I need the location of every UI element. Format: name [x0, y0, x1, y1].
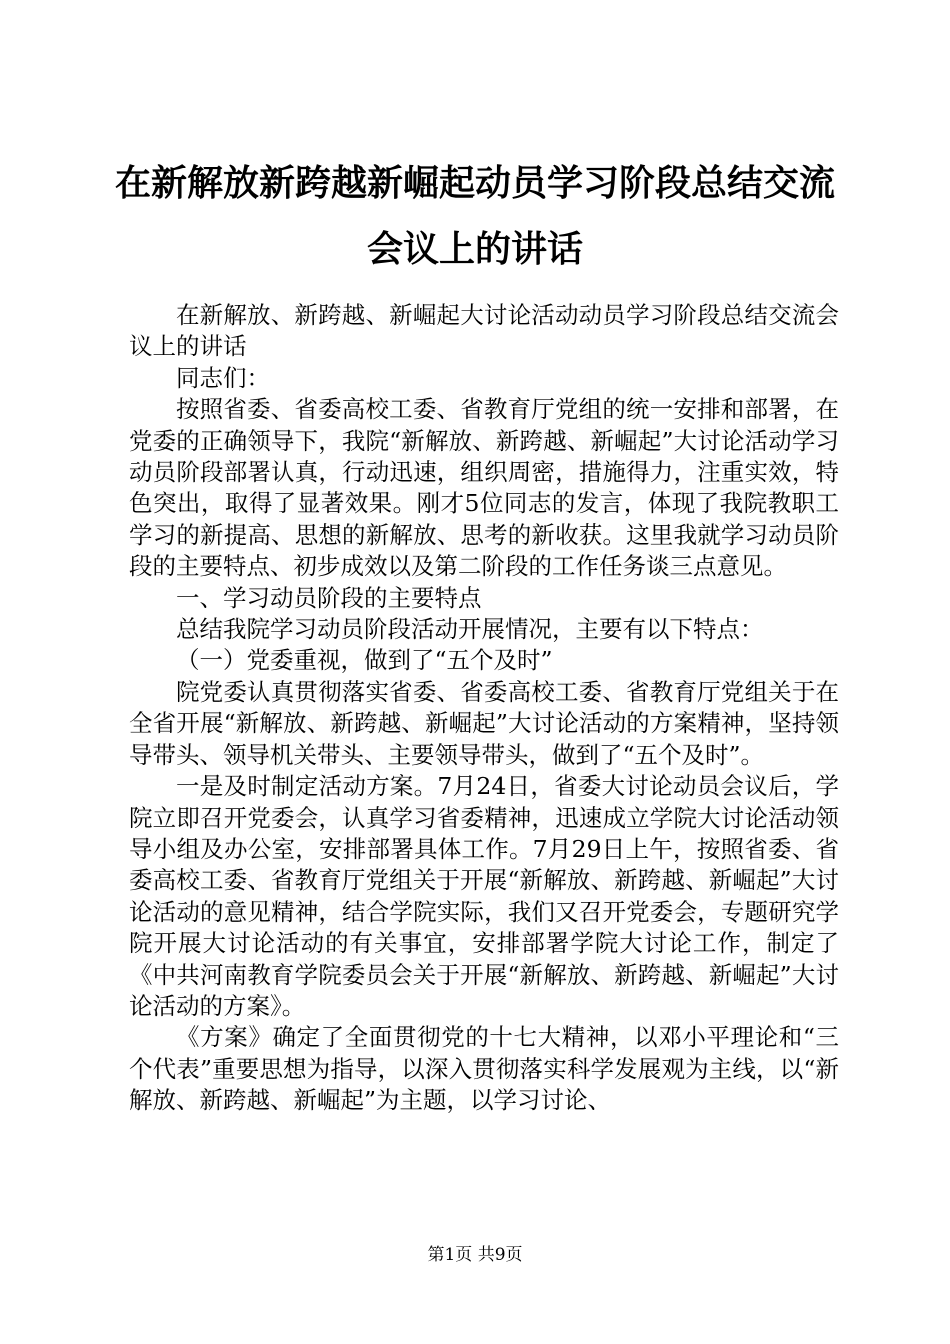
document-title — [100, 150, 850, 282]
section-heading-1: 一、学习动员阶段的主要特点 — [176, 583, 482, 612]
paragraph-subtitle: 在新解放、新跨越、新崛起大讨论活动动员学习阶段总结交流会议上的讲话 — [129, 301, 839, 361]
page-footer: 第1页 共9页 — [427, 1245, 523, 1265]
paragraph-party-committee: 院党委认真贯彻落实省委、省委高校工委、省教育厅党组关于在全省开展“新解放、新跨越、新崛起”大讨论活动的方案精神，坚持领导带头、领导机关带头、主要领导带头，做到了“五个及时”。 — [129, 677, 839, 769]
paragraph-summary: 总结我院学习动员阶段活动开展情况，主要有以下特点： — [176, 615, 764, 644]
paragraph-first-point: 一是及时制定活动方案。7月24日，省委大讨论动员会议后，学院立即召开党委会，认真学习省委精神，迅速成立学院大讨论活动领导小组及办公室，安排部署具体工作。7月29日上午，按照省委、省委高校工委、省教育厅党组关于开展“新解放、新跨越、新崛起”大讨论活动的意见精神，结合学院实际，我们又召开党委会，专题研究学院开展大讨论活动的有关事宜，安排部署学院大讨论工作，制定了《中共河南教育学院委员会关于开展“新解放、新跨越、新崛起”大讨论活动的方案》。 — [129, 772, 839, 1020]
document-body — [129, 300, 839, 1117]
title-line-1: 在新解放新跨越新崛起动员学习阶段总结交流 — [114, 162, 835, 204]
title-line-2: 会议上的讲话 — [366, 228, 583, 270]
subsection-heading-1: （一）党委重视，做到了“五个及时” — [176, 646, 553, 675]
paragraph-plan: 《方案》确定了全面贯彻党的十七大精神，以邓小平理论和“三个代表”重要思想为指导，以深入贯彻落实科学发展观为主线，以“新解放、新跨越、新崛起”为主题，以学习讨论、 — [129, 1023, 839, 1115]
paragraph-intro: 按照省委、省委高校工委、省教育厅党组的统一安排和部署，在党委的正确领导下，我院“新解放、新跨越、新崛起”大讨论活动学习动员阶段部署认真，行动迅速，组织周密，措施得力，注重实效，特色突出，取得了显著效果。刚才5位同志的发言，体现了我院教职工学习的新提高、思想的新解放、思考的新收获。这里我就学习动员阶段的主要特点、初步成效以及第二阶段的工作任务谈三点意见。 — [129, 395, 839, 581]
paragraph-salutation: 同志们： — [176, 363, 270, 392]
